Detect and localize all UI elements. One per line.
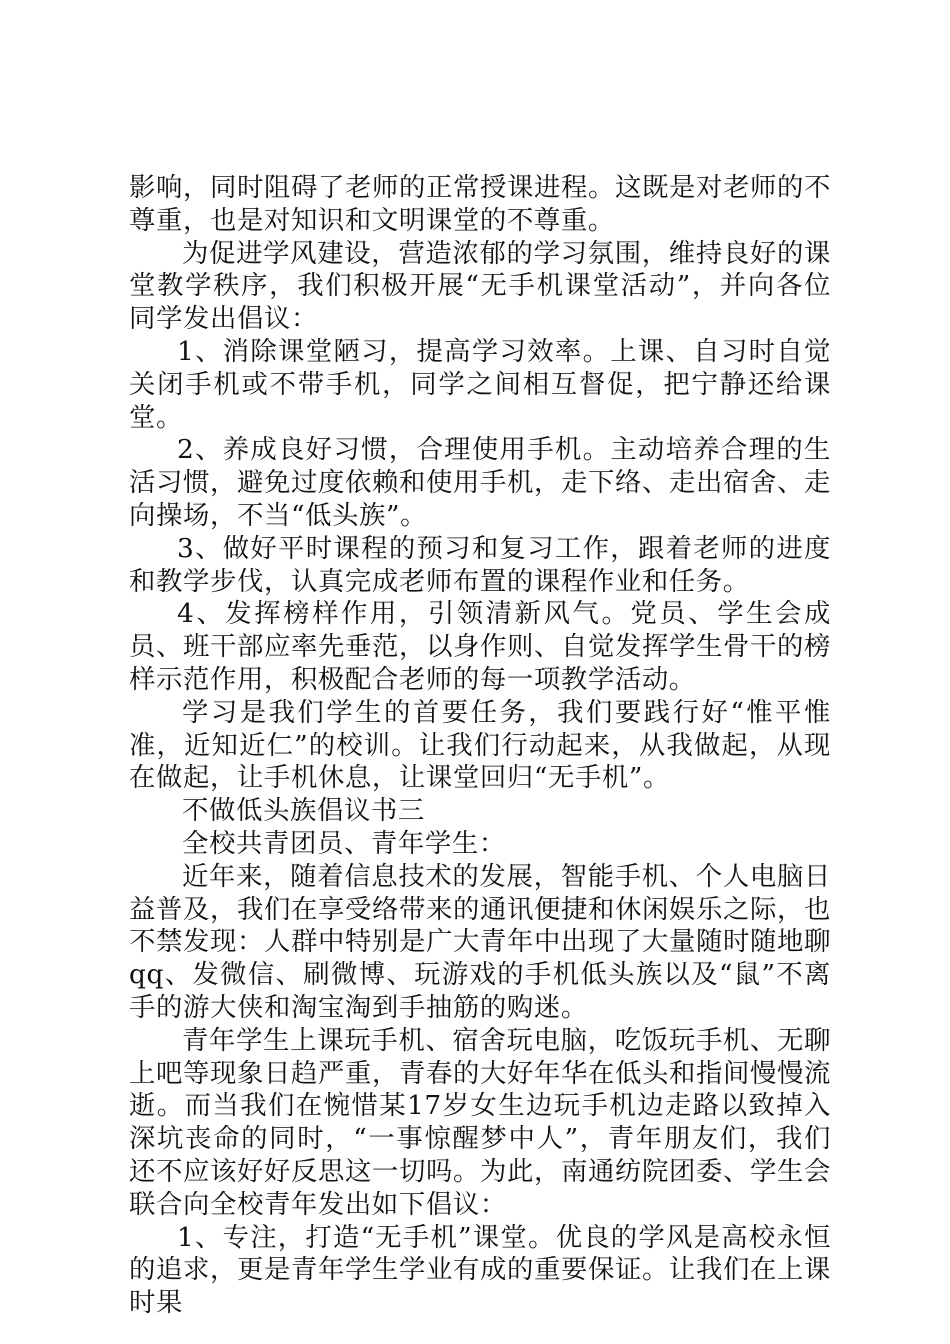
list-item-3: 3、做好平时课程的预习和复习工作，跟着老师的进度和教学步伐，认真完成老师布置的课程作业和任务。: [129, 532, 831, 597]
paragraph-conclusion: 学习是我们学生的首要任务，我们要践行好“惟平惟准，近知近仁”的校训。让我们行动起来，从我做起，从现在做起，让手机休息，让课堂回归“无手机”。: [129, 696, 831, 794]
list-item-2: 2、养成良好习惯，合理使用手机。主动培养合理的生活习惯，避免过度依赖和使用手机，走下络、走出宿舍、走向操场，不当“低头族”。: [129, 434, 831, 531]
salutation: 全校共青团员、青年学生：: [182, 827, 506, 859]
paragraph-intro: 为促进学风建设，营造浓郁的学习氛围，维持良好的课堂教学秩序，我们积极开展“无手机课堂活动”，并向各位同学发出倡议：: [129, 237, 831, 335]
list-item-focus: 1、专注，打造“无手机”课堂。优良的学风是高校永恒的追求，更是青年学生学业有成的重要保证。让我们在上课时果: [129, 1221, 831, 1319]
paragraph-problem: 青年学生上课玩手机、宿舍玩电脑，吃饭玩手机、无聊上吧等现象日趋严重，青春的大好年华在低头和指间慢慢流逝。而当我们在惋惜某17岁女生边玩手机边走路以致掉入深坑丧命的同时，“一事惊醒梦中人”，青年朋友们，我们还不应该好好反思这一切吗。为此，南通纺院团委、学生会联合向全校青年发出如下倡议：: [129, 1024, 831, 1220]
document-page: [129, 172, 831, 1320]
paragraph-continuation: 影响，同时阻碍了老师的正常授课进程。这既是对老师的不尊重，也是对知识和文明课堂的不尊重。: [129, 172, 831, 236]
list-item-4: 4、发挥榜样作用，引领清新风气。党员、学生会成员、班干部应率先垂范，以身作则、自觉发挥学生骨干的榜样示范作用，积极配合老师的每一项教学活动。: [129, 598, 831, 695]
paragraph-background: 近年来，随着信息技术的发展，智能手机、个人电脑日益普及，我们在享受络带来的通讯便捷和休闲娱乐之际，也不禁发现：人群中特别是广大青年中出现了大量随时随地聊qq、发微信、刷微博、玩游戏的手机低头族以及“鼠”不离手的游大侠和淘宝淘到手抽筋的购迷。: [129, 860, 831, 1023]
list-item-1: 1、消除课堂陋习，提高学习效率。上课、自习时自觉关闭手机或不带手机，同学之间相互督促，把宁静还给课堂。: [129, 335, 831, 433]
section-title: 不做低头族倡议书三: [182, 795, 425, 827]
